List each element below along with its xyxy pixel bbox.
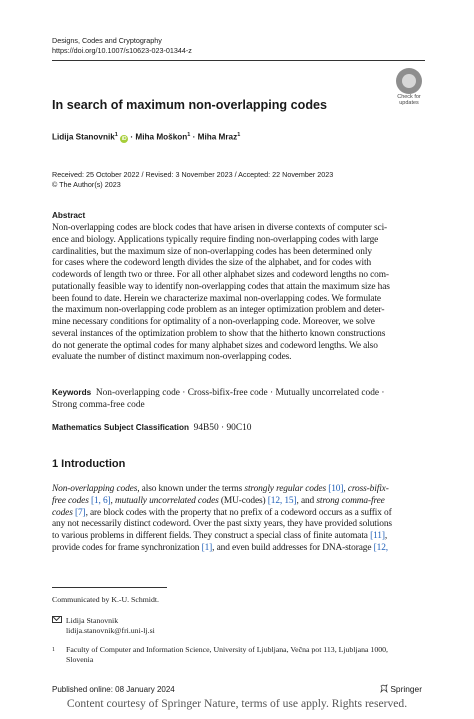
corresponding-author [52,616,155,636]
term: codes [52,507,73,518]
keywords-heading: Keywords [52,388,92,397]
author-3-affil: 1 [237,132,241,138]
springer-horse-icon [380,684,388,693]
text: , [384,531,388,541]
text: , and [296,495,317,506]
abstract-line: mine necessary conditions for optimality of a non-overlapping code. Moreover, we solve [52,317,375,327]
abstract-body [52,223,425,364]
author-1[interactable]: Lidija Stanovnik [52,132,115,142]
intro-line [52,531,425,543]
abstract-heading: Abstract [52,211,86,220]
abstract-line: the maximum non-overlapping code problem as an integer optimization problem and deter- [52,305,385,316]
term: Non-overlapping codes [52,484,138,494]
affiliation-line: Slovenia [66,655,94,664]
author-separator: · [128,132,136,142]
check-for-updates-badge[interactable] [392,68,426,106]
intro-line [52,496,425,508]
published-online: Published online: 08 January 2024 [52,685,175,694]
abstract-line: codewords of length two or three. For all other alphabet sizes and codeword lengths no com- [52,270,389,280]
corresponding-email[interactable]: lidija.stanovnik@fri.uni-lj.si [66,626,155,635]
affiliation-line: Faculty of Computer and Information Science, University of Ljubljana, Večna pot 113, Ljubljana 1000, [66,645,388,654]
citation-link[interactable]: [12, 15] [267,495,297,506]
author-separator: · [190,132,198,142]
abstract-line: for cases where the codeword length divides the size of the alphabet, and for codes with [52,258,372,269]
abstract-line: been found to date. Herein we characterize maximal non-overlapping codes. We formulate [52,293,381,304]
text: , also known under the terms [137,484,245,494]
term: cross-bifix- [347,484,389,494]
citation-link[interactable]: [1, 6] [90,495,111,506]
term: strong comma-free [316,495,385,506]
author-2[interactable]: Miha Moškon [135,132,188,142]
publisher-logo[interactable] [380,684,422,694]
article-dates [52,170,333,190]
intro-line [52,484,425,496]
author-2-affil: 1 [187,132,191,138]
keywords-line: Non-overlapping code · Cross-bifix-free code · Mutually uncorrelated code · [95,388,385,398]
copyright-line: © The Author(s) 2023 [52,180,121,189]
term: strongly regular codes [244,484,326,494]
citation-link[interactable]: [7] [74,507,86,518]
badge-line1: Check for [397,94,421,100]
journal-name: Designs, Codes and Cryptography [52,36,162,45]
text: (MU-codes) [218,495,268,506]
citation-link[interactable]: [10] [328,484,344,494]
envelope-icon [52,616,62,623]
intro-line: any not necessarily distinct codeword. Over the past sixty years, they have provided solutions [52,519,392,530]
section-heading-introduction: 1 Introduction [52,458,126,470]
abstract-line: several instances of the optimization problem to show that the hitherto known constructions [52,328,386,339]
author-3[interactable]: Miha Mraz [197,132,238,142]
footnote-rule [52,587,167,588]
term: free codes [52,495,89,506]
header-rule [52,60,425,61]
abstract-line: cardinalities, but the maximum size of non-overlapping codes has been determined only [52,246,372,257]
article-title: In search of maximum non-overlapping codes [52,98,328,112]
courtesy-watermark: Content courtesy of Springer Nature, terms of use apply. Rights reserved. [66,697,408,710]
keywords-line: Strong comma-free code [52,399,145,410]
orcid-icon[interactable]: iD [121,135,127,142]
abstract-line: Non-overlapping codes are block codes that have arisen in diverse contexts of computer sci- [52,223,388,233]
text: , and even build addresses for DNA-storage [212,542,374,553]
communicated-by: Communicated by K.-U. Schmidt. [52,595,159,604]
author-list [52,132,240,143]
citation-link[interactable]: [11] [370,531,385,541]
intro-line [52,543,425,555]
author-1-affil: 1 [114,132,118,138]
abstract-line: evaluate the number of distinct maximum non-overlapping codes. [52,352,292,363]
citation-link[interactable]: [1] [201,542,213,553]
publisher-name: Springer [390,684,422,694]
term: mutually uncorrelated codes [115,495,219,506]
citation-link[interactable]: [12, [373,542,388,553]
affiliation-number: 1 [52,647,55,653]
msc-block [52,423,251,433]
corresponding-name: Lidija Stanovnik [65,616,119,625]
check-for-updates-icon [396,68,422,94]
doi-link[interactable]: https://doi.org/10.1007/s10623-023-01344-z [52,45,192,55]
text: , [110,495,115,506]
text: to various problems in different fields. They construct a special class of finite automata [52,531,371,541]
introduction-body [52,484,425,555]
journal-header [52,36,192,55]
msc-heading: Mathematics Subject Classification [52,423,189,432]
keywords-block [52,387,425,412]
abstract-line: ence and biology. Applications typically require finding non-overlapping codes with large [52,234,379,245]
abstract-line: do not generate the optimal codes for many alphabet sizes and codeword lengths. We also [52,340,378,351]
affiliation [52,645,432,665]
text: , [343,484,348,494]
dates-line: Received: 25 October 2022 / Revised: 3 November 2023 / Accepted: 22 November 2023 [52,170,334,179]
badge-line2: updates [399,100,419,106]
intro-line [52,508,425,520]
text: provide codes for frame synchronization [52,542,202,553]
text: , are block codes with the property that no prefix of a codeword occurs as a suffix of [85,507,392,518]
abstract-line: putationally feasible way to identify non-overlapping codes that attain the maximum size has [52,281,390,292]
msc-codes: 94B50 · 90C10 [193,423,252,433]
